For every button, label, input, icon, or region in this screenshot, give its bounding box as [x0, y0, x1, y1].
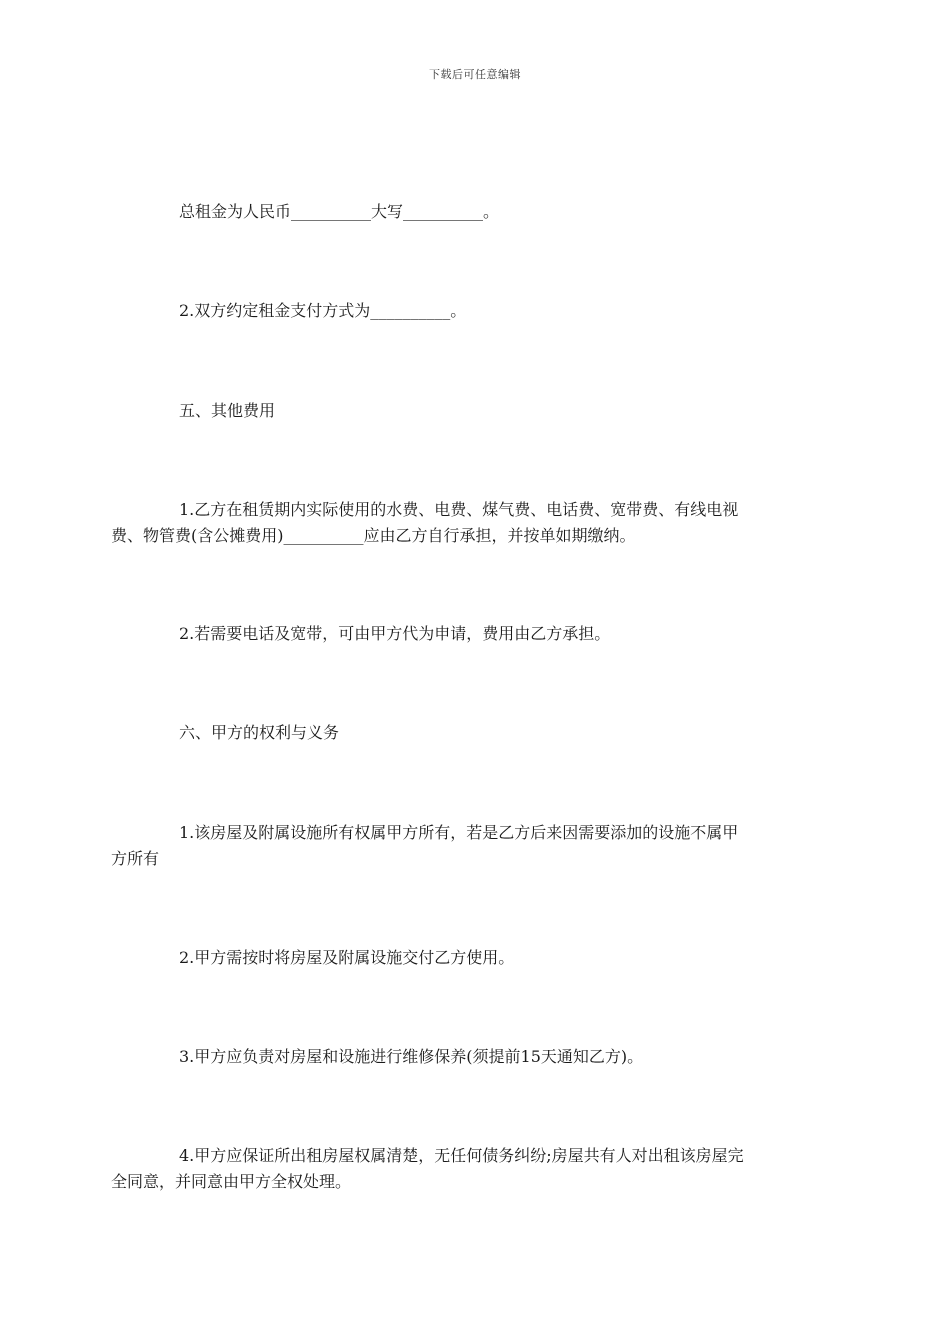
phone-broadband-paragraph	[145, 621, 805, 647]
paragraph-line: 方所有	[111, 849, 160, 868]
paragraph-line: 2.甲方需按时将房屋及附属设施交付乙方使用。	[179, 948, 515, 967]
paragraph-line: 4.甲方应保证所出租房屋权属清楚，无任何债务纠纷;房屋共有人对出租该房屋完	[179, 1146, 744, 1165]
page-header-note: 下载后可任意编辑	[429, 68, 521, 81]
section-heading-other-fees	[145, 398, 805, 424]
paragraph-line: 1.乙方在租赁期内实际使用的水费、电费、煤气费、电话费、宽带费、有线电视	[179, 500, 739, 519]
section-heading-party-a-rights	[145, 720, 805, 746]
paragraph-line: 费、物管费(含公摊费用)__________应由乙方自行承担，并按单如期缴纳。	[111, 526, 636, 545]
paragraph-line: 六、甲方的权利与义务	[179, 723, 340, 742]
maintenance-paragraph	[145, 1044, 805, 1070]
delivery-paragraph	[145, 945, 805, 971]
paragraph-line: 3.甲方应负责对房屋和设施进行维修保养(须提前15天通知乙方)。	[179, 1047, 644, 1066]
paragraph-line: 五、其他费用	[179, 401, 276, 420]
payment-method-paragraph	[145, 298, 805, 324]
title-guarantee-paragraph	[111, 1143, 805, 1195]
paragraph-line: 全同意，并同意由甲方全权处理。	[111, 1172, 352, 1191]
utilities-paragraph	[111, 497, 805, 549]
total-rent-paragraph	[145, 199, 805, 225]
ownership-paragraph	[111, 820, 805, 872]
paragraph-line: 1.该房屋及附属设施所有权属甲方所有，若是乙方后来因需要添加的设施不属甲	[179, 823, 739, 842]
paragraph-line: 2.若需要电话及宽带，可由甲方代为申请，费用由乙方承担。	[179, 624, 611, 643]
paragraph-line: 总租金为人民币__________大写__________。	[179, 202, 500, 221]
paragraph-line: 2.双方约定租金支付方式为__________。	[179, 301, 467, 320]
